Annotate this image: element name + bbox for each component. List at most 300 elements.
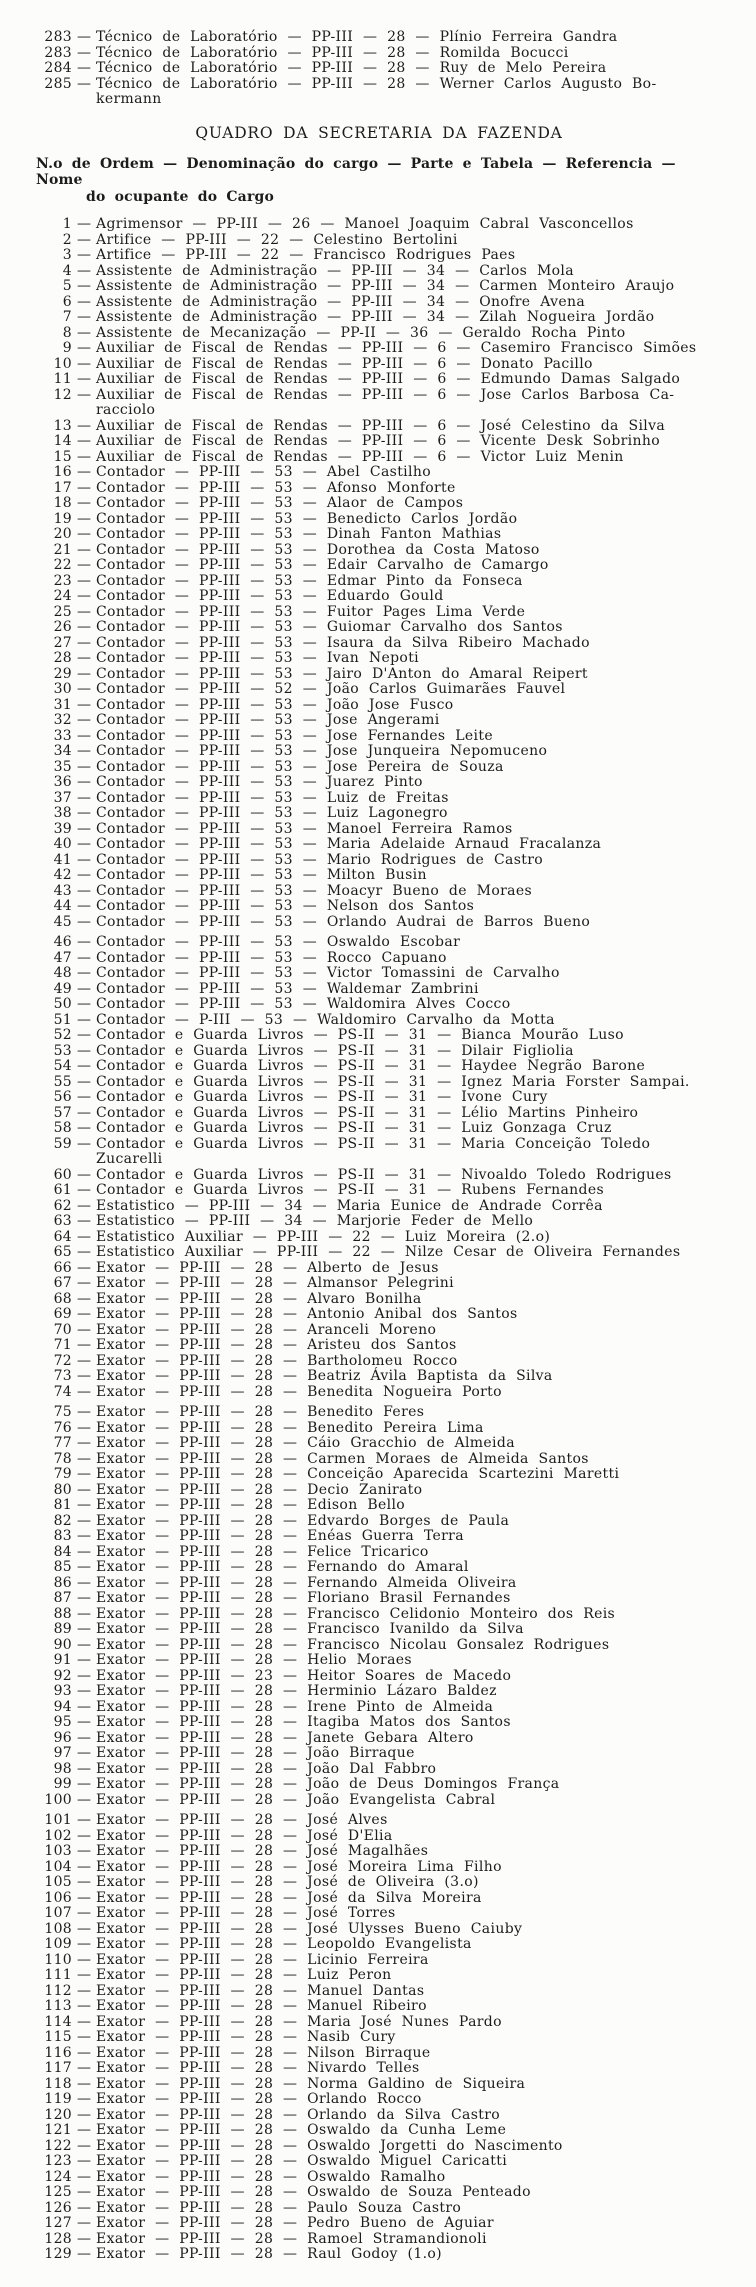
entry-text: Contador e Guarda Livros — PS-II — 31 — Ignez Maria Forster Sampai. [96, 1073, 690, 1090]
entry-text: Estatistico — PP-III — 34 — Marjorie Feder de Mello [96, 1213, 534, 1229]
list-item [36, 2216, 722, 2232]
entry-number: 58 [53, 1120, 72, 1136]
entry-text: Contador — PP-III — 53 — Juarez Pinto [96, 774, 423, 790]
separator-dash: — [77, 2246, 91, 2262]
entry-number: 128 [44, 2230, 72, 2247]
separator-dash: — [77, 340, 91, 356]
separator-dash: — [77, 29, 91, 45]
entry-number: 79 [53, 1466, 72, 1482]
separator-dash: — [77, 1967, 91, 1983]
entry-number: 77 [53, 1435, 72, 1451]
list-item [36, 2092, 722, 2108]
entry-text: Exator — PP-III — 28 — José Alves [96, 1812, 388, 1828]
separator-dash: — [77, 1843, 91, 1859]
separator-dash: — [77, 75, 91, 92]
separator-dash: — [77, 1419, 91, 1436]
list-item [36, 2046, 722, 2062]
entry-number: 112 [44, 1982, 72, 1999]
entry-number: 82 [53, 1512, 72, 1529]
entry-text: Contador — PP-III — 53 — Mario Rodrigues de Castro [96, 851, 544, 868]
entry-number: 3 [62, 247, 72, 263]
separator-dash: — [77, 448, 91, 465]
entry-text: Contador — PP-III — 53 — Luiz Lagonegro [96, 805, 448, 821]
entry-text: Exator — PP-III — 28 — Pedro Bueno de Aguiar [96, 2215, 494, 2231]
entry-number: 84 [53, 1543, 72, 1560]
entry-number: 73 [53, 1368, 72, 1384]
entry-text: Exator — PP-III — 28 — João de Deus Domingos França [96, 1776, 560, 1792]
entry-text: Exator — PP-III — 28 — Oswaldo da Cunha Leme [96, 2122, 507, 2138]
list-item [36, 1292, 722, 1308]
separator-dash: — [77, 1435, 91, 1451]
section-heading: QUADRO DA SECRETARIA DA FAZENDA [195, 123, 563, 142]
list-item [36, 1731, 722, 1747]
entry-number: 2 [62, 231, 72, 248]
list-item [36, 496, 722, 512]
separator-dash: — [77, 1590, 91, 1606]
list-item [36, 341, 722, 357]
separator-dash: — [77, 1936, 91, 1952]
separator-dash: — [77, 1259, 91, 1276]
list-item [36, 2123, 722, 2139]
list-item [36, 248, 722, 264]
entry-number: 25 [53, 603, 72, 620]
separator-dash: — [77, 1636, 91, 1653]
separator-dash: — [77, 1182, 91, 1198]
list-item [36, 1700, 722, 1716]
entry-number: 57 [53, 1104, 72, 1121]
list-item [36, 775, 722, 791]
entry-number: 34 [53, 743, 72, 759]
entry-number: 283 [44, 44, 72, 61]
list-item [36, 1245, 722, 1261]
separator-dash: — [77, 278, 91, 294]
entry-text: Contador — PP-III — 53 — Isaura da Silva Ribeiro Machado [96, 634, 590, 651]
separator-dash: — [77, 1528, 91, 1544]
entry-number: 55 [53, 1073, 72, 1090]
entry-number: 66 [53, 1259, 72, 1276]
entry-text: Exator — PP-III — 28 — Leopoldo Evangelista [96, 1936, 472, 1952]
entry-text: Contador — PP-III — 53 — Oswaldo Escobar [96, 934, 461, 950]
list-item [36, 450, 722, 466]
entry-number: 41 [53, 851, 72, 868]
entry-number: 70 [53, 1321, 72, 1338]
entry-text: Exator — PP-III — 28 — Conceição Aparecida Scartezini Maretti [96, 1466, 620, 1482]
entry-number: 10 [53, 355, 72, 372]
entry-number: 126 [44, 2199, 72, 2216]
separator-dash: — [77, 1512, 91, 1529]
separator-dash: — [77, 1027, 91, 1043]
list-item [36, 822, 722, 838]
entry-text: Exator — PP-III — 28 — Irene Pinto de Almeida [96, 1698, 494, 1715]
list-item [36, 1276, 722, 1292]
entry-text: Contador — PP-III — 53 — Manoel Ferreira Ramos [96, 820, 513, 837]
separator-dash: — [77, 2199, 91, 2216]
entry-text: Auxiliar de Fiscal de Rendas — PP-III — 6 — Vicente Desk Sobrinho [96, 433, 661, 449]
separator-dash: — [77, 2230, 91, 2247]
entry-number: 40 [53, 836, 72, 852]
entry-number: 90 [53, 1636, 72, 1653]
list-item [36, 264, 722, 280]
separator-dash: — [77, 44, 91, 61]
entry-text: Exator — PP-III — 28 — José Moreira Lima Filho [96, 1858, 502, 1875]
entry-text: Contador e Guarda Livros — PS-II — 31 — Rubens Fernandes [96, 1182, 605, 1198]
entry-text: Contador — PP-III — 53 — Jose Pereira de Souza [96, 758, 504, 775]
entry-text: Contador — PP-III — 52 — João Carlos Guimarães Fauvel [96, 681, 566, 697]
entry-number: 17 [53, 479, 72, 496]
entry-text: Contador e Guarda Livros — PS-II — 31 — Dilair Figliolia [96, 1042, 574, 1059]
list-item [36, 1354, 722, 1370]
entry-number: 43 [53, 882, 72, 899]
list-item [36, 1421, 722, 1437]
separator-dash: — [77, 1559, 91, 1575]
separator-dash: — [77, 464, 91, 480]
entry-text: Exator — PP-III — 28 — Oswaldo de Souza Penteado [96, 2184, 531, 2200]
list-item [36, 1075, 722, 1091]
separator-dash: — [77, 1275, 91, 1291]
separator-dash: — [77, 1605, 91, 1622]
entry-number: 51 [53, 1011, 72, 1028]
entry-text: Exator — PP-III — 28 — Maria José Nunes Pardo [96, 2013, 502, 2030]
list-item [36, 46, 722, 62]
entry-number: 108 [44, 1920, 72, 1937]
separator-dash: — [77, 1905, 91, 1921]
separator-dash: — [77, 949, 91, 966]
list-item [36, 2108, 722, 2124]
entry-number: 72 [53, 1352, 72, 1369]
list-item [36, 574, 722, 590]
list-item [36, 2170, 722, 2186]
entry-number: 23 [53, 572, 72, 589]
entry-number: 37 [53, 789, 72, 806]
entry-text: Exator — PP-III — 28 — Helio Moraes [96, 1652, 412, 1668]
entry-text: Exator — PP-III — 28 — José D'Elia [96, 1827, 393, 1844]
entry-number: 7 [62, 309, 72, 325]
entry-text: Exator — PP-III — 28 — Manuel Ribeiro [96, 1998, 427, 2014]
separator-dash: — [77, 758, 91, 775]
entry-number: 101 [44, 1812, 72, 1828]
entry-text: Auxiliar de Fiscal de Rendas — PP-III — 6 — Donato Pacillo [96, 355, 593, 372]
list-item [36, 1968, 722, 1984]
entry-text: Exator — PP-III — 28 — Felice Tricarico [96, 1543, 429, 1560]
entry-number: 110 [44, 1951, 72, 1968]
list-item [36, 1483, 722, 1499]
separator-dash: — [77, 619, 91, 635]
entry-text: Estatistico — PP-III — 34 — Maria Eunice de Andrade Corrêa [96, 1197, 603, 1214]
entry-number: 18 [53, 495, 72, 511]
entry-text: Exator — PP-III — 28 — Aranceli Moreno [96, 1321, 437, 1338]
entry-text: Auxiliar de Fiscal de Rendas — PP-III — 6 — Jose Carlos Barbosa Ca- racciolo [96, 388, 722, 419]
separator-dash: — [77, 2075, 91, 2092]
entry-number: 97 [53, 1745, 72, 1761]
separator-dash: — [77, 1714, 91, 1730]
entry-number: 22 [53, 557, 72, 573]
separator-dash: — [77, 1073, 91, 1090]
entry-text: Exator — PP-III — 28 — Antonio Anibal dos Santos [96, 1306, 518, 1322]
separator-dash: — [77, 789, 91, 806]
list-item [36, 1013, 722, 1029]
list-item [36, 966, 722, 982]
entry-number: 24 [53, 588, 72, 604]
separator-dash: — [77, 1698, 91, 1715]
entry-text: Assistente de Administração — PP-III — 34 — Carmen Monteiro Araujo [96, 278, 675, 294]
entry-text: Contador — PP-III — 53 — Ivan Nepoti [96, 650, 420, 666]
separator-dash: — [77, 1352, 91, 1369]
entry-text: Técnico de Laboratório — PP-III — 28 — Plínio Ferreira Gandra [96, 29, 618, 45]
entry-text: Exator — PP-III — 28 — Francisco Nicolau Gonsalez Rodrigues [96, 1636, 610, 1653]
list-item [36, 310, 722, 326]
entry-text: Exator — PP-III — 28 — José Torres [96, 1905, 396, 1921]
separator-dash: — [77, 727, 91, 744]
list-item [36, 636, 722, 652]
entry-number: 119 [44, 2091, 72, 2107]
entry-text: Auxiliar de Fiscal de Rendas — PP-III — 6 — José Celestino da Silva [96, 417, 666, 434]
list-item [36, 1183, 722, 1199]
separator-dash: — [77, 433, 91, 449]
list-item [36, 388, 722, 419]
list-item [36, 1906, 722, 1922]
entry-number: 44 [53, 898, 72, 914]
separator-dash: — [77, 2153, 91, 2169]
separator-dash: — [77, 1543, 91, 1560]
entry-number: 8 [62, 324, 72, 341]
separator-dash: — [77, 1812, 91, 1828]
list-item [36, 1591, 722, 1607]
separator-dash: — [77, 774, 91, 790]
list-item [36, 2232, 722, 2248]
list-item [36, 1121, 722, 1137]
list-item [36, 527, 722, 543]
cargo-list [36, 217, 722, 2263]
entry-text: Contador — PP-III — 53 — Benedicto Carlos Jordão [96, 510, 518, 527]
list-item [36, 1684, 722, 1700]
entry-number: 89 [53, 1621, 72, 1637]
entry-number: 38 [53, 805, 72, 821]
entry-number: 32 [53, 712, 72, 728]
entry-number: 93 [53, 1683, 72, 1699]
separator-dash: — [77, 1290, 91, 1307]
list-item [36, 1545, 722, 1561]
list-item [36, 1405, 722, 1421]
entry-number: 120 [44, 2106, 72, 2123]
list-item [36, 982, 722, 998]
entry-text: Contador — PP-III — 53 — Milton Busin [96, 867, 427, 883]
entry-number: 15 [53, 448, 72, 465]
entry-text: Exator — PP-III — 28 — Herminio Lázaro Baldez [96, 1683, 497, 1699]
entry-text: Contador e Guarda Livros — PS-II — 31 — Luiz Gonzaga Cruz [96, 1120, 612, 1136]
list-item [36, 713, 722, 729]
list-item [36, 279, 722, 295]
entry-text: Contador — PP-III — 53 — Eduardo Gould [96, 588, 444, 604]
entry-number: 99 [53, 1776, 72, 1792]
list-item [36, 2154, 722, 2170]
list-item [36, 1369, 722, 1385]
list-item [36, 1028, 722, 1044]
separator-dash: — [77, 980, 91, 997]
list-item [36, 915, 722, 931]
entry-number: 26 [53, 619, 72, 635]
entry-number: 69 [53, 1306, 72, 1322]
list-item [36, 419, 722, 435]
entry-number: 123 [44, 2153, 72, 2169]
entry-text: Contador e Guarda Livros — PS-II — 31 — Maria Conceição Toledo Zucarelli [96, 1137, 722, 1168]
list-item [36, 682, 722, 698]
entry-text: Exator — PP-III — 28 — Itagiba Matos dos Santos [96, 1714, 511, 1730]
entry-number: 102 [44, 1827, 72, 1844]
entry-number: 95 [53, 1714, 72, 1730]
entry-continuation: kermann [96, 91, 162, 107]
entry-text: Contador — PP-III — 53 — Edair Carvalho de Camargo [96, 557, 549, 573]
separator-dash: — [77, 386, 91, 403]
list-item [36, 1875, 722, 1891]
columns-header [36, 156, 722, 206]
entry-number: 74 [53, 1383, 72, 1400]
entry-number: 13 [53, 417, 72, 434]
entry-number: 114 [44, 2013, 72, 2030]
entry-text: Exator — PP-III — 28 — Beatriz Ávila Baptista da Silva [96, 1368, 553, 1384]
entry-number: 117 [44, 2060, 72, 2076]
entry-number: 48 [53, 965, 72, 981]
entry-number: 91 [53, 1652, 72, 1668]
entry-number: 115 [44, 2029, 72, 2045]
entry-number: 100 [44, 1791, 72, 1808]
list-item [36, 1514, 722, 1530]
entry-text: Contador — PP-III — 53 — Rocco Capuano [96, 949, 447, 966]
entry-number: 129 [44, 2246, 72, 2262]
entry-text: Exator — PP-III — 28 — José da Silva Moreira [96, 1889, 482, 1906]
entry-text: Exator — PP-III — 28 — Orlando da Silva Castro [96, 2106, 501, 2123]
list-item [36, 2247, 722, 2263]
list-item [36, 61, 722, 77]
entry-text: Exator — PP-III — 28 — Alberto de Jesus [96, 1259, 439, 1276]
list-item [36, 1891, 722, 1907]
entry-text: Exator — PP-III — 28 — Edison Bello [96, 1497, 406, 1513]
entry-text: Exator — PP-III — 28 — Oswaldo Jorgetti do Nascimento [96, 2137, 563, 2154]
entry-number: 109 [44, 1936, 72, 1952]
separator-dash: — [77, 1982, 91, 1999]
entry-text: Contador — PP-III — 53 — Victor Tomassini de Carvalho [96, 965, 560, 981]
entry-text: Exator — PP-III — 28 — Fernando Almeida Oliveira [96, 1574, 517, 1591]
list-item [36, 729, 722, 745]
entry-number: 116 [44, 2044, 72, 2061]
entry-number: 42 [53, 867, 72, 883]
entry-text: Técnico de Laboratório — PP-III — 28 — Romilda Bocucci [96, 44, 569, 61]
entry-number: 68 [53, 1290, 72, 1307]
entry-number: 121 [44, 2122, 72, 2138]
list-item [36, 1777, 722, 1793]
separator-dash: — [77, 867, 91, 883]
separator-dash: — [77, 805, 91, 821]
list-item [36, 1529, 722, 1545]
separator-dash: — [77, 572, 91, 589]
entry-text: Contador — PP-III — 53 — Jose Angerami [96, 712, 440, 728]
separator-dash: — [77, 650, 91, 666]
separator-dash: — [77, 1213, 91, 1229]
entry-number: 9 [62, 340, 72, 356]
separator-dash: — [77, 371, 91, 387]
entry-text: Exator — PP-III — 23 — Heitor Soares de Macedo [96, 1667, 512, 1684]
entry-number: 31 [53, 696, 72, 713]
entry-text: Assistente de Administração — PP-III — 34 — Carlos Mola [96, 262, 574, 279]
entry-text: Exator — PP-III — 28 — Edvardo Borges de Paula [96, 1512, 510, 1529]
entry-number: 85 [53, 1559, 72, 1575]
list-item [36, 1813, 722, 1829]
separator-dash: — [77, 836, 91, 852]
entry-text: Exator — PP-III — 28 — Benedito Feres [96, 1404, 425, 1420]
entry-number: 80 [53, 1481, 72, 1498]
separator-dash: — [77, 1135, 91, 1152]
entry-text: Exator — PP-III — 28 — Aristeu dos Santos [96, 1337, 457, 1353]
separator-dash: — [77, 1791, 91, 1808]
list-item [36, 935, 722, 951]
list-item [36, 2030, 722, 2046]
entry-number: 98 [53, 1760, 72, 1777]
entry-number: 46 [53, 934, 72, 950]
entry-text: Exator — PP-III — 28 — José de Oliveira (3.o) [96, 1874, 479, 1890]
entry-number: 39 [53, 820, 72, 837]
entry-number: 52 [53, 1027, 72, 1043]
list-item [36, 620, 722, 636]
list-item [36, 1230, 722, 1246]
entry-number: 20 [53, 526, 72, 542]
entry-text: Estatistico Auxiliar — PP-III — 22 — Luiz Moreira (2.o) [96, 1228, 551, 1245]
entry-text: Contador — PP-III — 53 — Dorothea da Costa Matoso [96, 541, 540, 558]
separator-dash: — [77, 1729, 91, 1746]
list-item [36, 884, 722, 900]
separator-dash: — [77, 2091, 91, 2107]
separator-dash: — [77, 1466, 91, 1482]
separator-dash: — [77, 1621, 91, 1637]
separator-dash: — [77, 60, 91, 76]
list-item [36, 1829, 722, 1845]
entry-text: Exator — PP-III — 28 — João Dal Fabbro [96, 1760, 437, 1777]
separator-dash: — [77, 1481, 91, 1498]
list-item [36, 1214, 722, 1230]
separator-dash: — [77, 2060, 91, 2076]
entry-number: 47 [53, 949, 72, 966]
list-item [36, 1059, 722, 1075]
entry-number: 105 [44, 1874, 72, 1890]
entry-text: Auxiliar de Fiscal de Rendas — PP-III — 6 — Victor Luiz Menin [96, 448, 624, 465]
list-item [36, 2185, 722, 2201]
list-item [36, 1793, 722, 1809]
separator-dash: — [77, 2044, 91, 2061]
entry-text: Exator — PP-III — 28 — Alvaro Bonilha [96, 1290, 422, 1307]
entry-number: 285 [44, 75, 72, 92]
entry-text: Exator — PP-III — 28 — João Birraque [96, 1745, 415, 1761]
entry-number: 63 [53, 1213, 72, 1229]
entry-continuation: Zucarelli [96, 1151, 163, 1167]
list-item [36, 1323, 722, 1339]
entry-number: 1 [62, 216, 72, 232]
separator-dash: — [77, 851, 91, 868]
entry-text: Contador e Guarda Livros — PS-II — 31 — Nivoaldo Toledo Rodrigues [96, 1166, 672, 1183]
list-item [36, 2139, 722, 2155]
separator-dash: — [77, 1858, 91, 1875]
columns-header-line1: N.o de Ordem — Denominação do cargo — Parte e Tabela — Referencia — Nome [36, 155, 676, 188]
entry-text: Contador — PP-III — 53 — Jairo D'Anton do Amaral Reipert [96, 665, 588, 682]
list-item [36, 1715, 722, 1731]
entry-number: 106 [44, 1889, 72, 1906]
entry-text: Exator — PP-III — 28 — Benedito Pereira Lima [96, 1419, 484, 1436]
separator-dash: — [77, 2137, 91, 2154]
list-item [36, 667, 722, 683]
entry-number: 28 [53, 650, 72, 666]
entry-number: 16 [53, 464, 72, 480]
entry-number: 14 [53, 433, 72, 449]
list-item [36, 1622, 722, 1638]
separator-dash: — [77, 417, 91, 434]
separator-dash: — [77, 2106, 91, 2123]
